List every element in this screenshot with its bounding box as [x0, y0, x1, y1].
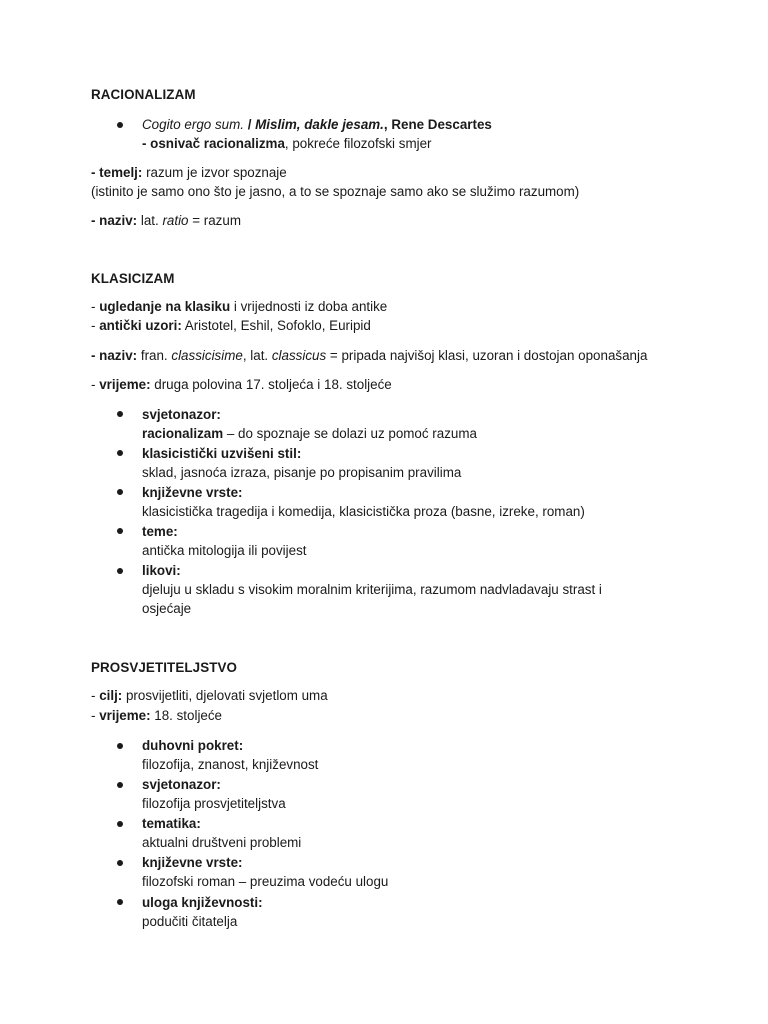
- cogito-latin: Cogito ergo sum.: [142, 117, 244, 132]
- dash: -: [91, 688, 100, 703]
- dash: -: [91, 299, 100, 314]
- slash: /: [243, 117, 256, 132]
- bullet-label: [142, 853, 242, 872]
- svjetonazor-label: svjetonazor:: [142, 777, 221, 792]
- dash: -: [91, 377, 100, 392]
- dash: -: [91, 318, 100, 333]
- vrijeme-text: 18. stoljeće: [150, 708, 223, 723]
- bullet-dot: [117, 782, 123, 788]
- bullet-label: [142, 561, 181, 580]
- naziv-post: = pripada najvišoj klasi, uzoran i dostojan oponašanja: [326, 348, 648, 363]
- bullet-text: [142, 424, 477, 443]
- bullet-label: [142, 522, 178, 541]
- heading-klasicizam: KLASICIZAM: [91, 271, 175, 286]
- bullet-label: [142, 405, 221, 424]
- bullet-label: [142, 893, 263, 912]
- heading-racionalizam: RACIONALIZAM: [91, 87, 196, 102]
- temelj-label: - temelj:: [91, 165, 143, 180]
- bullet-text: podučiti čitatelja: [142, 914, 238, 929]
- bullet-dot: [117, 899, 123, 905]
- ugledanje-label: ugledanje na klasiku: [99, 299, 231, 314]
- bullet-text: filozofija prosvjetiteljstva: [142, 796, 286, 811]
- naziv-french: classicisime: [171, 348, 243, 363]
- naziv-label: - naziv:: [91, 348, 138, 363]
- racionalizam-term: racionalizam: [142, 426, 224, 441]
- bullet-text: aktualni društveni problemi: [142, 835, 302, 850]
- temelj-paren: (istinito je samo ono što je jasno, a to se spoznaje samo ako se služimo razumom): [91, 184, 580, 199]
- osnivac-label: - osnivač racionalizma: [142, 136, 285, 151]
- naziv-post: = razum: [188, 213, 241, 228]
- ugledanje-text: i vrijednosti iz doba antike: [230, 299, 388, 314]
- temelj-text: razum je izvor spoznaje: [142, 165, 287, 180]
- uloga-label: uloga književnosti:: [142, 895, 263, 910]
- svjetonazor-text: – do spoznaje se dolazi uz pomoć razuma: [223, 426, 477, 441]
- bullet-text: sklad, jasnoća izraza, pisanje po propisanim pravilima: [142, 465, 462, 480]
- naziv-mid: , lat.: [242, 348, 272, 363]
- bullet-dot: [117, 860, 123, 866]
- ugledanje-line: [91, 297, 387, 316]
- bullet-dot: [117, 821, 123, 827]
- vrijeme-label: vrijeme:: [99, 377, 151, 392]
- bullet-label: [142, 775, 221, 794]
- uzori-label: antički uzori:: [99, 318, 182, 333]
- naziv-ratio: ratio: [162, 213, 189, 228]
- bullet-label: [142, 814, 201, 833]
- naziv-latin: classicus: [271, 348, 327, 363]
- bullet-dot: [117, 450, 123, 456]
- svjetonazor-label: svjetonazor:: [142, 407, 221, 422]
- stil-label: klasicistički uzvišeni stil:: [142, 446, 302, 461]
- osnivac-text: , pokreće filozofski smjer: [284, 136, 432, 151]
- heading-prosvjetiteljstvo: PROSVJETITELJSTVO: [91, 660, 238, 675]
- vrste-label: književne vrste:: [142, 485, 243, 500]
- vrijeme-label: vrijeme:: [99, 708, 151, 723]
- bullet-label: [142, 483, 242, 502]
- teme-label: teme:: [142, 524, 178, 539]
- bullet-dot: [117, 489, 123, 495]
- likovi-label: likovi:: [142, 563, 181, 578]
- bullet-dot: [117, 528, 123, 534]
- bullet-text: klasicistička tragedija i komedija, klasicistička proza (basne, izreke, roman): [142, 504, 585, 519]
- uzori-text: Aristotel, Eshil, Sofoklo, Euripid: [181, 318, 371, 333]
- vrijeme-line-prosvjetiteljstvo: [91, 706, 222, 725]
- cilj-text: prosvijetliti, djelovati svjetlom uma: [122, 688, 328, 703]
- naziv-line-racionalizam: [91, 211, 241, 230]
- bullet-text: filozofski roman – preuzima vodeću ulogu: [142, 874, 389, 889]
- osnivac-line: [142, 134, 432, 153]
- uzori-line: [91, 316, 371, 335]
- vrijeme-line-klasicizam: [91, 375, 392, 394]
- vrijeme-text: druga polovina 17. stoljeća i 18. stoljeće: [150, 377, 392, 392]
- bullet-text: antička mitologija ili povijest: [142, 543, 307, 558]
- naziv-label: - naziv:: [91, 213, 138, 228]
- naziv-pre: lat.: [137, 213, 163, 228]
- dash: -: [91, 708, 100, 723]
- bullet-label: [142, 736, 243, 755]
- vrste-label: književne vrste:: [142, 855, 243, 870]
- bullet-label: [142, 444, 301, 463]
- descartes-name: , Rene Descartes: [383, 117, 492, 132]
- cilj-label: cilj:: [99, 688, 123, 703]
- cogito-line: [142, 115, 492, 134]
- pokret-label: duhovni pokret:: [142, 738, 244, 753]
- mislim-quote: Mislim, dakle jesam.: [255, 117, 384, 132]
- bullet-text: djeluju u skladu s visokim moralnim kriterijima, razumom nadvladavaju strast i: [142, 582, 602, 597]
- bullet-dot: [117, 743, 123, 749]
- cilj-line: [91, 686, 328, 705]
- bullet-dot: [117, 568, 123, 574]
- temelj-line: [91, 163, 287, 182]
- bullet-dot: [117, 122, 123, 128]
- bullet-dot: [117, 411, 123, 417]
- bullet-text: filozofija, znanost, književnost: [142, 757, 319, 772]
- tematika-label: tematika:: [142, 816, 201, 831]
- bullet-text: osjećaje: [142, 601, 192, 616]
- naziv-line-klasicizam: [91, 346, 647, 365]
- naziv-pre: fran.: [137, 348, 172, 363]
